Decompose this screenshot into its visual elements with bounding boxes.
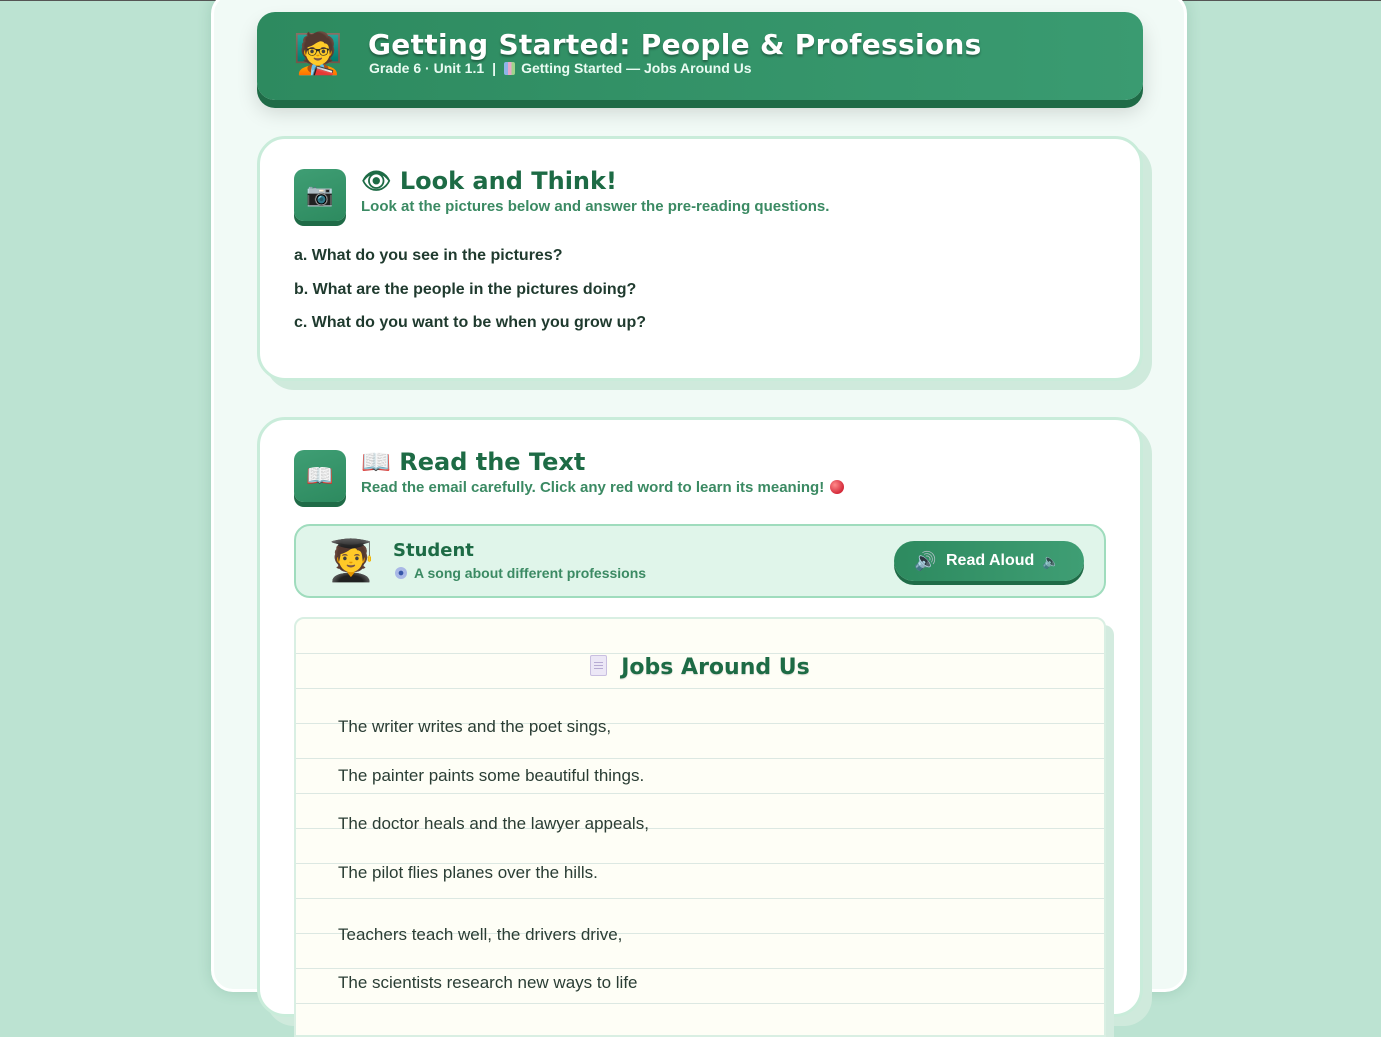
lined-paper [294, 617, 1106, 1037]
lesson-header [257, 12, 1143, 100]
question-a: a. What do you see in the pictures? [294, 247, 563, 264]
read-the-text-card [257, 417, 1143, 1017]
books-icon [504, 62, 515, 75]
grade-unit-label: Grade 6 · Unit 1.1 [369, 60, 485, 76]
poem-line: The painter paints some beautiful things. [338, 766, 645, 785]
eye-icon: 👁 [361, 167, 392, 195]
camera-icon: 📷 [294, 169, 346, 221]
student-description: A song about different professions [395, 565, 646, 581]
red-dot-icon [830, 480, 844, 494]
breadcrumb [369, 60, 752, 76]
poem-line: Teachers teach well, the drivers drive, [338, 925, 623, 944]
speaker-icon: 🔊 [914, 551, 937, 571]
question-c: c. What do you want to be when you grow up? [294, 314, 646, 331]
teacher-icon: 🧑‍🏫 [293, 32, 343, 76]
graduate-icon: 🧑‍🎓 [326, 539, 376, 583]
breadcrumb-separator: | [492, 60, 497, 76]
book-icon: 📖 [361, 448, 391, 476]
page-title: Getting Started: People & Professions [368, 28, 982, 61]
poem-line: The scientists research new ways to life [338, 973, 638, 992]
section-label: Getting Started — Jobs Around Us [521, 60, 752, 76]
paper-title: Jobs Around Us [296, 655, 1104, 680]
poem-line: The pilot flies planes over the hills. [338, 863, 598, 882]
look-and-think-card [257, 136, 1143, 381]
poem-line: The writer writes and the poet sings, [338, 717, 612, 736]
document-icon [590, 655, 607, 676]
student-name: Student [393, 540, 474, 561]
look-think-title: 👁 Look and Think! [361, 167, 617, 195]
read-aloud-label: Read Aloud [946, 552, 1035, 569]
look-think-subtitle: Look at the pictures below and answer the pre-reading questions. [361, 198, 830, 215]
question-b: b. What are the people in the pictures doing? [294, 281, 637, 298]
open-book-icon: 📖 [294, 450, 346, 502]
read-text-title: 📖 Read the Text [361, 448, 586, 476]
student-bar [294, 524, 1106, 598]
poem-line: The doctor heals and the lawyer appeals, [338, 814, 649, 833]
speaker-small-icon: 🔈 [1042, 553, 1060, 569]
read-aloud-button[interactable] [894, 541, 1084, 581]
read-text-subtitle: Read the email carefully. Click any red word to learn its meaning! [361, 479, 844, 496]
disc-icon [395, 567, 407, 579]
